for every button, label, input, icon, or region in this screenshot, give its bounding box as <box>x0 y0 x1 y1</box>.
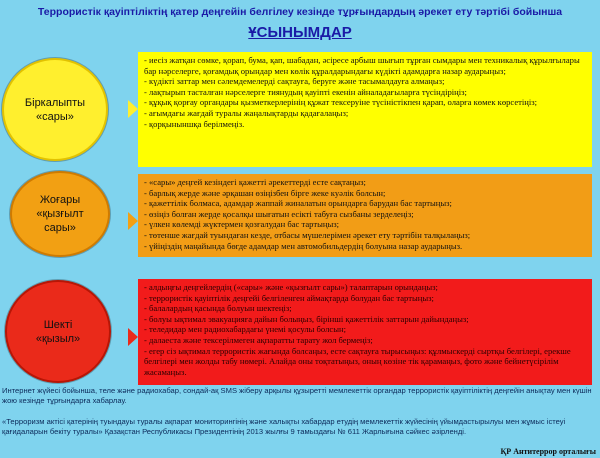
page-subtitle: ҰСЫНЫМДАР <box>248 24 352 41</box>
list-item: - егер сіз ықтимал террористік жағында болсаңыз, есте сақтауға тырысыңыз: құлмыскерді сыртқы белгілері, ерекше белгілері мен жолды табу нөмері. Алайда оны тоқтатыңыз, оның көзіне тік қарамаңыз, фото және бейнетүсірілім жасамаңыз. <box>144 345 571 377</box>
notification-note: Интернет жүйесі бойынша, теле және радиохабар, сондай-ақ SMS жіберу арқылы құзыретті мемлекеттік органдар террористік қауіптіліктің деңгейін анықтау мен күшін жою кезінде тұрғындарға хабарлау. <box>2 386 592 405</box>
level-red-recommendations <box>138 279 592 385</box>
list-item: - далаеста және тексерілмеген ақпаратты тарату жол бермеңіз; <box>144 334 373 345</box>
level-orange-label: Жоғары «қызғылт сары» <box>36 194 84 234</box>
list-item: - барлық жерде және әрқашан өзіңізбен бірге жеке куәлік болсын; <box>144 187 386 198</box>
level-yellow-badge <box>2 58 108 161</box>
level-red-label: Шекті «қызыл» <box>35 318 81 345</box>
level-red-badge <box>5 280 111 383</box>
list-item: - «сары» деңгей кезіндегі қажетті әрекеттерді есте сақтаңыз; <box>144 177 366 187</box>
list-item: - өзіңіз болған жерде қосалқы шығатын есікті табуға сызбаны зерделеңіз; <box>144 208 414 219</box>
list-item: - балалардың қасында болуын шектеңіз; <box>144 303 292 314</box>
list-item: - күдікті заттар мен сәлемдемелерді сақтауға, беруге және тасымалдауға алмаңыз; <box>144 76 445 87</box>
list-item: - қажеттілік болмаса, адамдар жаппай жиналатын орындарға барудан бас тартыңыз; <box>144 198 452 209</box>
list-item: - террористік қауіптілік деңгейі белгіленген аймақтарда болудан бас тартыңыз; <box>144 292 434 303</box>
list-item: - төтенше жағдай туындаған кезде, отбасы мүшелерімен әрекет ету тәртібін талқылаңыз; <box>144 229 471 240</box>
arrow-right-icon <box>128 328 138 346</box>
legal-reference: «Терроризм актісі қатерінің туындауы туралы ақпарат мониторингінің және халықты хабардар етудің мемлекеттік жүйесінің үйымдастырылуы мен жұмыс істеуі қағидаларын бекіту туралы» Қазақстан Республикасы Президентінің 2013 жылғы 9 тамыздағы № 611 Жарлығына сәйкес әзірленді. <box>2 417 566 436</box>
list-item: - болуы ықтимал эвакуацияға дайын болыңыз, бірінші қажеттілік заттарын дайындаңыз; <box>144 313 469 324</box>
list-item: - қорқыныншқа берілмеңіз. <box>144 118 245 129</box>
level-orange-recommendations <box>138 174 592 257</box>
list-item: - ағымдағы жағдай туралы жаңалықтарды қадағалаңыз; <box>144 107 349 118</box>
list-item: - алдыңғы деңгейлердің («сары» және «қызғылт сары») талаптарын орындаңыз; <box>144 282 438 292</box>
list-item: - лақтырып тасталған нәрселерге тиянудың қауіпті екенін айналадағыларға түсіндіріңіз; <box>144 86 467 97</box>
level-yellow-recommendations <box>138 52 592 167</box>
list-item: - үйіңіздің маңайында бөгде адамдар мен автомобильдердің болуына назар аударыңыз. <box>144 240 463 251</box>
signature: ҚР Антитеррор орталығы <box>500 447 596 456</box>
list-item: - иесіз жатқан сөмке, қорап, бума, қап, шабадан, әсіресе арбыш шығып тұрған сымдары мен техникалық құрылғылары бар нәрселерге, қоғамдық орындар мен көлік құралдарындағы күдікті адамдарға назар аударыңыз; <box>144 55 580 76</box>
arrow-right-icon <box>128 212 138 230</box>
arrow-right-icon <box>128 100 138 118</box>
list-item: - теледидар мен радиохабардағы үнемі қосулы болсын; <box>144 324 346 335</box>
level-yellow-label: Біркалыпты «сары» <box>24 96 86 123</box>
list-item: - үлкен көлемді жүктермен қозғалудан бас тартыңыз; <box>144 219 340 230</box>
page-title: Террористік қауіптіліктің қатер деңгейін белгілеу кезінде тұрғындардың әрекет ету тәртібі бойынша <box>37 6 563 18</box>
list-item: - құқық қорғау органдары қызметкерлерінің құжат тексеруіне түсіністікпен қарап, оларға көмек көрсетіңіз; <box>144 97 538 108</box>
level-orange-badge <box>10 171 110 257</box>
